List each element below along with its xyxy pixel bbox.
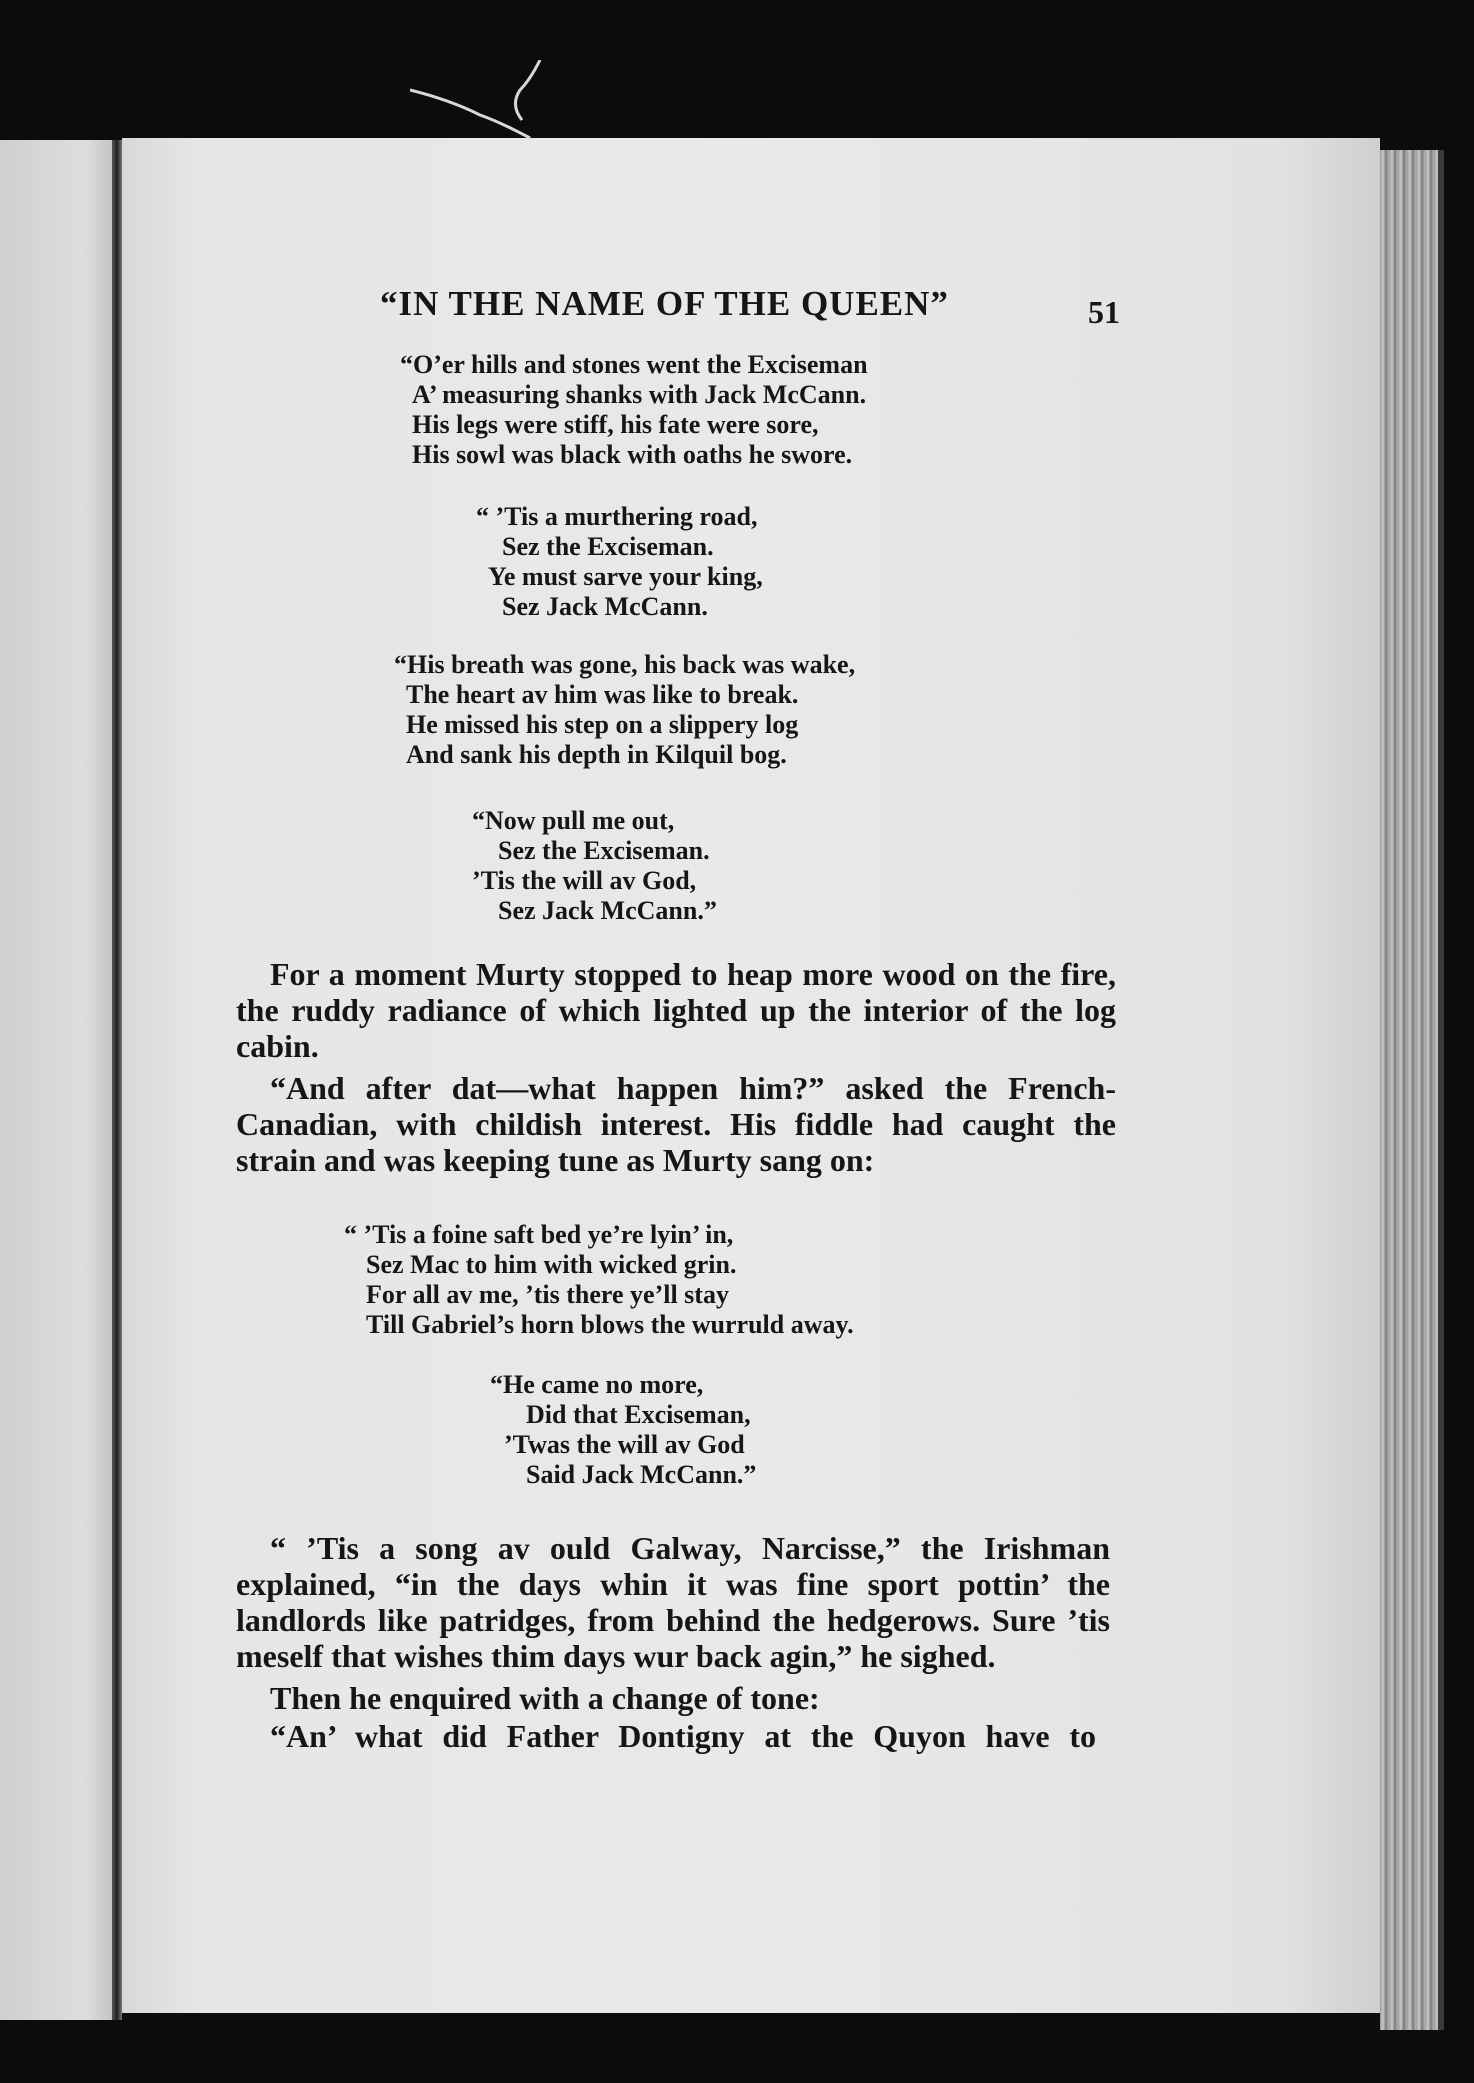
chorus-line: Sez Jack McCann. — [502, 592, 708, 621]
chorus-line: Ye must sarve your king, — [488, 562, 763, 591]
verse-line: Till Gabriel’s horn blows the wurruld away. — [366, 1310, 854, 1339]
chorus-line: “ ’Tis a murthering road, — [476, 502, 758, 531]
chorus-line: ’Twas the will av God — [504, 1430, 745, 1459]
verse-stanza-3 — [344, 1220, 854, 1340]
prose-paragraph: “And after dat—what happen him?” asked the French-Canadian, with childish interest. His fiddle had caught the strain and was keeping tune as Murty sang on: — [236, 1070, 1116, 1178]
verse-line: The heart av him was like to break. — [406, 680, 799, 709]
chorus-stanza-1 — [476, 502, 763, 622]
chorus-line: Sez Jack McCann.” — [498, 896, 717, 925]
loose-thread-mark — [410, 60, 570, 140]
verse-line: Sez Mac to him with wicked grin. — [366, 1250, 737, 1279]
verse-line: His legs were stiff, his fate were sore, — [412, 410, 819, 439]
verse-line: For all av me, ’tis there ye’ll stay — [366, 1280, 729, 1309]
chorus-line: Did that Exciseman, — [526, 1400, 751, 1429]
chorus-line: Sez the Exciseman. — [498, 836, 710, 865]
verse-line: “ ’Tis a foine saft bed ye’re lyin’ in, — [344, 1220, 734, 1249]
chorus-line: ’Tis the will av God, — [472, 866, 697, 895]
chorus-line: Sez the Exciseman. — [502, 532, 714, 561]
prose-paragraph: “ ’Tis a song av ould Galway, Narcisse,” the Irishman explained, “in the days whin it was fine sport pottin’ the landlords like patridges, from behind the hedgerows. Sure ’tis meself that wishes thim days wur back agin,” he sighed. — [236, 1530, 1110, 1674]
chorus-line: “Now pull me out, — [472, 806, 675, 835]
chorus-stanza-2 — [472, 806, 717, 926]
prose-paragraph: “An’ what did Father Dontigny at the Quyon have to — [270, 1718, 1096, 1754]
verse-line: “His breath was gone, his back was wake, — [394, 650, 856, 679]
page-number: 51 — [1088, 294, 1120, 330]
prose-paragraph: For a moment Murty stopped to heap more wood on the fire, the ruddy radiance of which lighted up the interior of the log cabin. — [236, 956, 1116, 1064]
verse-line: His sowl was black with oaths he swore. — [412, 440, 853, 469]
page-fore-edge — [1380, 150, 1444, 2030]
prose-paragraph: Then he enquired with a change of tone: — [270, 1680, 820, 1716]
chorus-line: Said Jack McCann.” — [526, 1460, 757, 1489]
verse-line: And sank his depth in Kilquil bog. — [406, 740, 787, 769]
running-head: “IN THE NAME OF THE QUEEN” — [380, 284, 949, 323]
verse-line: “O’er hills and stones went the Exciseman — [400, 350, 868, 379]
verse-line: A’ measuring shanks with Jack McCann. — [412, 380, 867, 409]
chorus-stanza-3 — [490, 1370, 756, 1490]
verse-stanza-2 — [394, 650, 855, 770]
verse-stanza-1 — [400, 350, 868, 470]
book-gutter — [112, 140, 122, 2020]
facing-page-edge — [0, 140, 120, 2020]
chorus-line: “He came no more, — [490, 1370, 704, 1399]
verse-line: He missed his step on a slippery log — [406, 710, 799, 739]
